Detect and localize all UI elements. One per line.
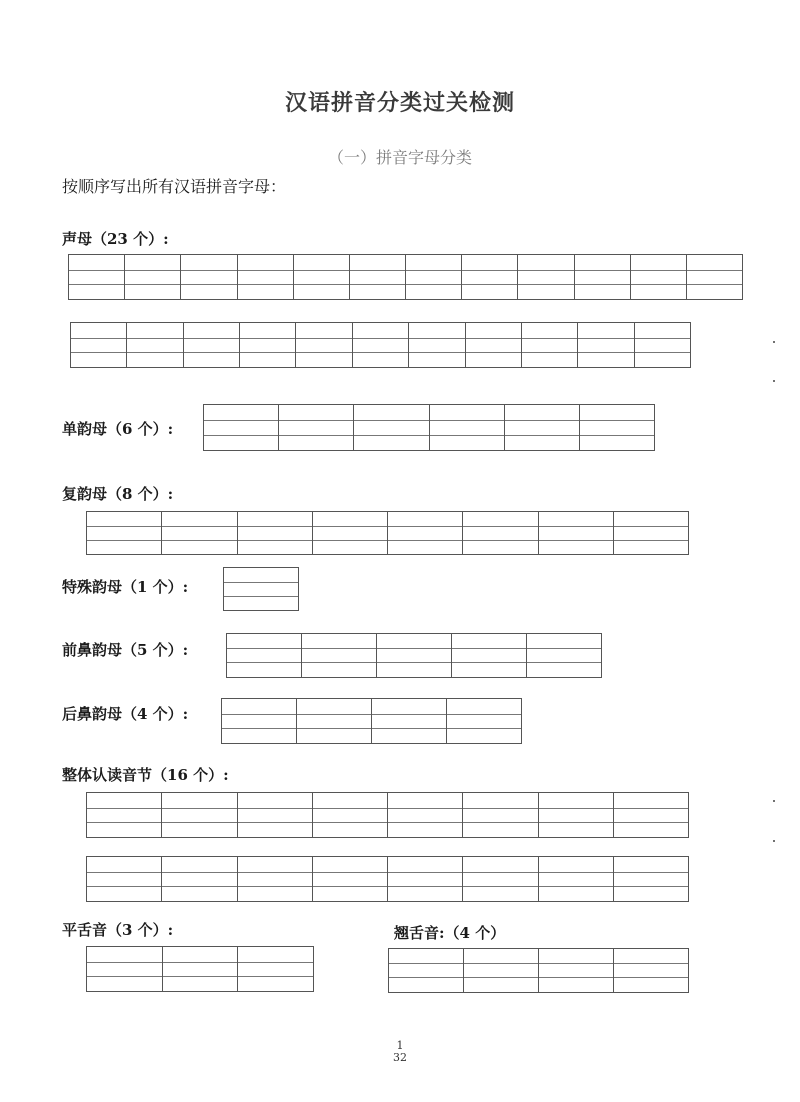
qiaoshe-grid [388, 948, 689, 993]
pinyin-writing-cell [313, 857, 388, 902]
teshu-yunmu-grid [223, 567, 299, 611]
page-total: 32 [393, 1051, 407, 1064]
pinyin-writing-cell [125, 255, 181, 300]
scan-speck [773, 341, 775, 343]
pinyin-writing-cell [539, 857, 614, 902]
pinyin-writing-cell [238, 255, 294, 300]
pinyin-writing-cell [240, 323, 296, 368]
shengmu-grid-row-2 [70, 322, 691, 368]
pinyin-writing-cell [87, 857, 162, 902]
page-current: 1 [396, 1039, 404, 1052]
pinyin-writing-cell [614, 949, 689, 993]
pinyin-writing-cell [87, 947, 163, 992]
teshu-yunmu-label: 特殊韵母（1 个）: [62, 578, 189, 596]
scan-speck [773, 380, 775, 382]
zhengti-grid-row-2 [86, 856, 689, 902]
pinyin-writing-cell [388, 512, 463, 555]
pinyin-writing-cell [222, 699, 297, 744]
zhengti-grid-row-1 [86, 792, 689, 838]
pinyin-writing-cell [406, 255, 462, 300]
pinyin-writing-cell [631, 255, 687, 300]
pinyin-writing-cell [294, 255, 350, 300]
pinyin-writing-cell [227, 634, 302, 678]
pinyin-writing-cell [162, 793, 237, 838]
pinyin-writing-cell [296, 323, 352, 368]
fu-yunmu-label: 复韵母（8 个）: [62, 485, 174, 503]
pinyin-writing-cell [162, 857, 237, 902]
pinyin-writing-cell [580, 405, 655, 451]
pinyin-writing-cell [388, 857, 463, 902]
qianbi-yunmu-label: 前鼻韵母（5 个）: [62, 641, 189, 659]
pinyin-writing-cell [389, 949, 464, 993]
pinyin-writing-cell [313, 793, 388, 838]
pinyin-writing-cell [539, 793, 614, 838]
pinyin-writing-cell [388, 793, 463, 838]
pinyin-writing-cell [447, 699, 522, 744]
instruction-text: 按顺序写出所有汉语拼音字母： [62, 177, 287, 196]
pinyin-writing-cell [463, 857, 538, 902]
pinyin-writing-cell [238, 512, 313, 555]
pinyin-writing-cell [297, 699, 372, 744]
pinyin-writing-cell [464, 949, 539, 993]
page-title: 汉语拼音分类过关检测 [284, 91, 515, 116]
dan-yunmu-label: 单韵母（6 个）: [62, 420, 174, 438]
pinyin-writing-cell [238, 947, 314, 992]
pinyin-writing-cell [614, 793, 689, 838]
pinyin-writing-cell [87, 793, 162, 838]
pinyin-writing-cell [518, 255, 574, 300]
pinyin-writing-cell [522, 323, 578, 368]
pinyin-writing-cell [127, 323, 183, 368]
pinyin-writing-cell [430, 405, 505, 451]
houbi-yunmu-label: 后鼻韵母（4 个）: [62, 705, 189, 723]
pinyin-writing-cell [578, 323, 634, 368]
pinyin-writing-cell [181, 255, 237, 300]
dan-yunmu-grid [203, 404, 655, 451]
pinyin-writing-cell [184, 323, 240, 368]
pinyin-writing-cell [466, 323, 522, 368]
zhengti-label: 整体认读音节（16 个）: [62, 766, 229, 784]
pinyin-writing-cell [539, 949, 614, 993]
pinyin-writing-cell [614, 512, 689, 555]
pinyin-writing-cell [505, 405, 580, 451]
pinyin-writing-cell [353, 323, 409, 368]
pinyin-writing-cell [635, 323, 691, 368]
pinyin-writing-cell [452, 634, 527, 678]
pinyin-writing-cell [204, 405, 279, 451]
section-subtitle: （一）拼音字母分类 [327, 148, 472, 167]
pinyin-writing-cell [71, 323, 127, 368]
pinyin-writing-cell [279, 405, 354, 451]
pinyin-writing-cell [409, 323, 465, 368]
pinyin-writing-cell [69, 255, 125, 300]
pinyin-writing-cell [463, 512, 538, 555]
pingshe-label: 平舌音（3 个）: [62, 921, 174, 939]
pinyin-writing-cell [575, 255, 631, 300]
scan-speck [773, 800, 775, 802]
qiaoshe-label: 翘舌音:（4 个） [394, 924, 506, 942]
page-number [0, 1040, 800, 1064]
houbi-yunmu-grid [221, 698, 522, 744]
pinyin-writing-cell [162, 512, 237, 555]
shengmu-grid-row-1 [68, 254, 743, 300]
pinyin-writing-cell [354, 405, 429, 451]
qianbi-yunmu-grid [226, 633, 602, 678]
pinyin-writing-cell [163, 947, 239, 992]
pinyin-writing-cell [372, 699, 447, 744]
pinyin-writing-cell [224, 568, 299, 611]
pinyin-writing-cell [687, 255, 743, 300]
pinyin-writing-cell [302, 634, 377, 678]
pingshe-grid [86, 946, 314, 992]
scan-speck [773, 840, 775, 842]
pinyin-writing-cell [462, 255, 518, 300]
pinyin-writing-cell [87, 512, 162, 555]
pinyin-writing-cell [463, 793, 538, 838]
pinyin-writing-cell [539, 512, 614, 555]
fu-yunmu-grid [86, 511, 689, 555]
pinyin-writing-cell [377, 634, 452, 678]
pinyin-writing-cell [238, 793, 313, 838]
shengmu-label: 声母（23 个）: [62, 230, 169, 248]
pinyin-writing-cell [350, 255, 406, 300]
pinyin-writing-cell [614, 857, 689, 902]
pinyin-writing-cell [313, 512, 388, 555]
pinyin-writing-cell [527, 634, 602, 678]
pinyin-writing-cell [238, 857, 313, 902]
